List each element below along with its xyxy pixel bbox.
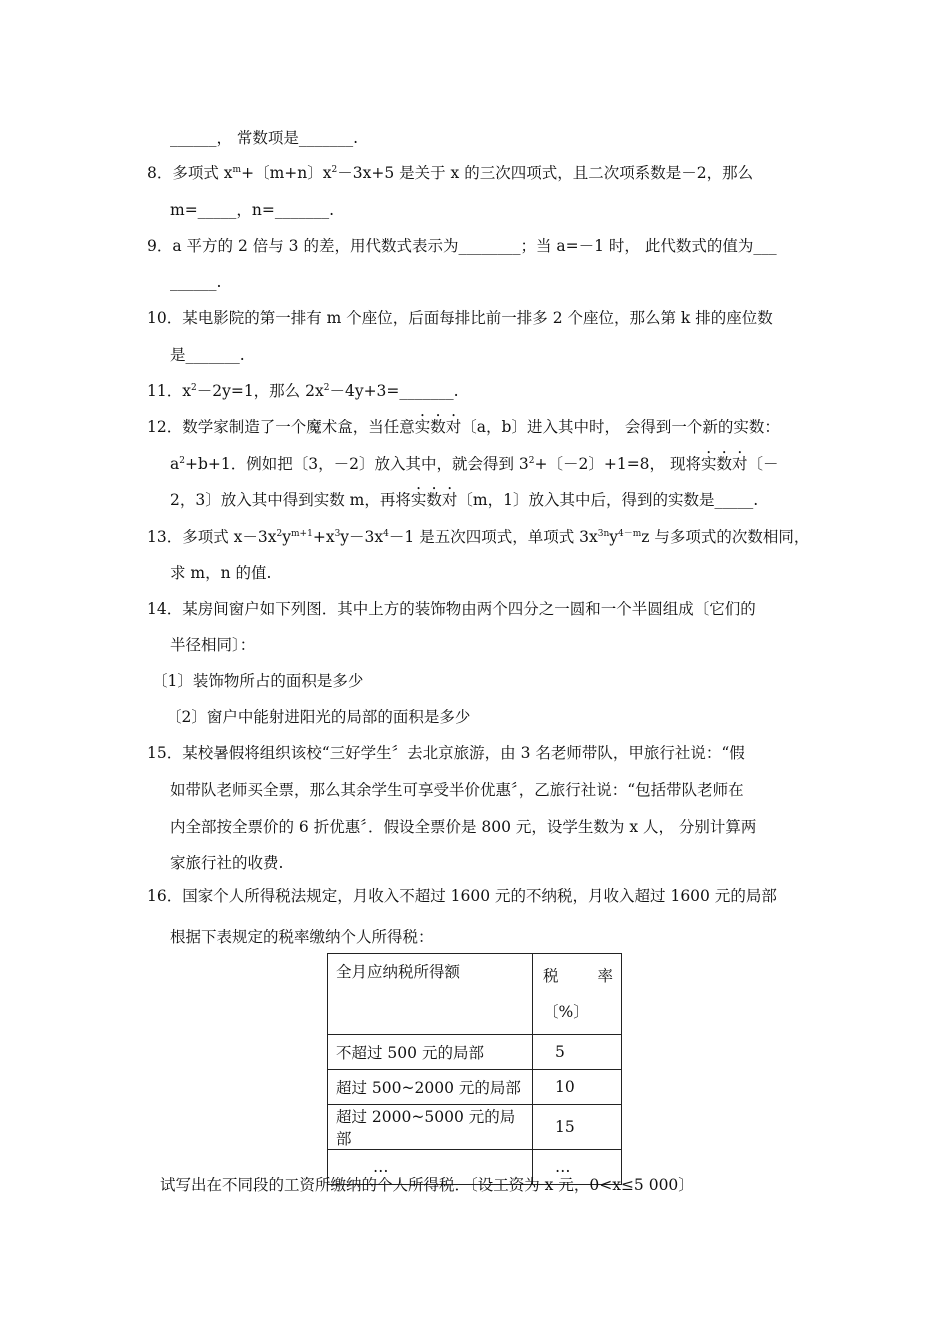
emphasis-dot: 实 bbox=[410, 491, 427, 509]
emphasis-dot: 对 bbox=[732, 455, 748, 473]
table-cell-rate: 10 bbox=[533, 1070, 622, 1105]
emphasis-dot: 实 bbox=[700, 455, 717, 473]
table-cell-range: 不超过 500 元的局部 bbox=[328, 1035, 533, 1070]
table-cell-range: … bbox=[328, 1150, 533, 1185]
q12-number: 12． bbox=[147, 418, 183, 436]
emphasis-dot: 对 bbox=[445, 418, 462, 436]
q8-line1: 8．多项式 $x^m+$〔m+n〕$x^2-3x+5$ 是关于 x 的三次四项式，且二次项系数是－2，那么 bbox=[147, 164, 754, 182]
q11-line1: 11．$x^2-2y=1$，那么 $2x^2-4y+3=\_\_\_\_\_\_\_$. bbox=[147, 382, 459, 400]
emphasis-dot: 数 bbox=[426, 491, 442, 509]
table-cell-rate: 15 bbox=[533, 1105, 622, 1150]
q9-number: 9． bbox=[147, 237, 173, 255]
q16-number: 16． bbox=[147, 887, 183, 905]
q14-number: 14． bbox=[147, 600, 183, 618]
table-cell-rate: 5 bbox=[533, 1035, 622, 1070]
table-row bbox=[328, 1035, 622, 1070]
q7-line2: ______， 常数项是_______. bbox=[170, 129, 359, 147]
emphasis-dot: 实 bbox=[414, 418, 431, 436]
q10-line1: 10．某电影院的第一排有 m 个座位，后面每排比前一排多 2 个座位，那么第 k 排的座位数 bbox=[147, 309, 773, 327]
q8-line2: m=_____，n=_______. bbox=[170, 201, 335, 219]
q10-line2: 是_______. bbox=[170, 346, 245, 364]
table-cell-rate: … bbox=[533, 1150, 622, 1185]
q12-line1: 12．数学家制造了一个魔术盒，当任意实数对〔a，b〕进入其中时， 会得到一个新的实数： bbox=[147, 418, 780, 436]
q16-footer: 试写出在不同段的工资所缴纳的个人所得税．〔设工资为 x 元，0<x≤5 000〕 bbox=[160, 1176, 694, 1194]
emphasis-dot: 对 bbox=[441, 491, 458, 509]
q9-line2: ______. bbox=[170, 273, 222, 291]
emphasis-dot: 数 bbox=[430, 418, 446, 436]
q15-line1: 15．某校暑假将组织该校“三好学生〞去北京旅游，由 3 名老师带队，甲旅行社说：“假 bbox=[147, 744, 745, 762]
q15-number: 15． bbox=[147, 744, 183, 762]
q11-number: 11． bbox=[147, 382, 183, 400]
q8-number: 8． bbox=[147, 164, 173, 182]
q15-line4: 家旅行社的收费. bbox=[170, 854, 284, 872]
table-header-row bbox=[328, 954, 622, 1035]
q12-line2: $a^2+b+1$．例如把〔3，－2〕放入其中，就会得到 $3^2+$〔－2〕+1=8， 现将实数对〔－ bbox=[170, 455, 779, 473]
q15-line3: 内全部按全票价的 6 折优惠〞．假设全票价是 800 元，设学生数为 x 人， 分别计算两 bbox=[170, 818, 757, 836]
table-row bbox=[328, 1070, 622, 1105]
q9-line1: 9．a 平方的 2 倍与 3 的差，用代数式表示为________；当 a=－1 时， 此代数式的值为___ bbox=[147, 237, 777, 255]
q12-line3: 2，3〕放入其中得到实数 m，再将实数对〔m，1〕放入其中后，得到的实数是_____. bbox=[170, 491, 759, 509]
table-cell-range: 超过 2000~5000 元的局部 bbox=[328, 1105, 533, 1150]
table-header-range: 全月应纳税所得额 bbox=[328, 954, 533, 1035]
table-cell-range: 超过 500~2000 元的局部 bbox=[328, 1070, 533, 1105]
tax-rate-table bbox=[327, 953, 622, 1185]
q13-number: 13． bbox=[147, 528, 183, 546]
q14-line2: 半径相同〕： bbox=[170, 636, 256, 654]
q10-number: 10． bbox=[147, 309, 183, 327]
q15-line2: 如带队老师买全票，那么其余学生可享受半价优惠〞，乙旅行社说：“包括带队老师在 bbox=[170, 781, 744, 799]
q14-sub2: 〔2〕窗户中能射进阳光的局部的面积是多少 bbox=[166, 708, 471, 726]
q14-sub1: 〔1〕装饰物所占的面积是多少 bbox=[152, 672, 364, 690]
table-row bbox=[328, 1105, 622, 1150]
q13-line2: 求 m，n 的值. bbox=[170, 564, 272, 582]
emphasis-dot: 数 bbox=[716, 455, 733, 473]
q16-line1: 16．国家个人所得税法规定，月收入不超过 1600 元的不纳税，月收入超过 1600 元的局部 bbox=[147, 887, 777, 905]
q13-line1: 13．多项式 $x-3x^2y^{m+1}+x^3y-3x^4-1$ 是五次四项式，单项式 $3x^{3n}y^{4-m}z$ 与多项式的次数相同， bbox=[147, 528, 810, 546]
q14-line1: 14．某房间窗户如下列图．其中上方的装饰物由两个四分之一圆和一个半圆组成〔它们的 bbox=[147, 600, 756, 618]
q16-line2: 根据下表规定的税率缴纳个人所得税： bbox=[170, 928, 434, 946]
table-header-rate: 税 率 〔%〕 bbox=[533, 954, 622, 1035]
